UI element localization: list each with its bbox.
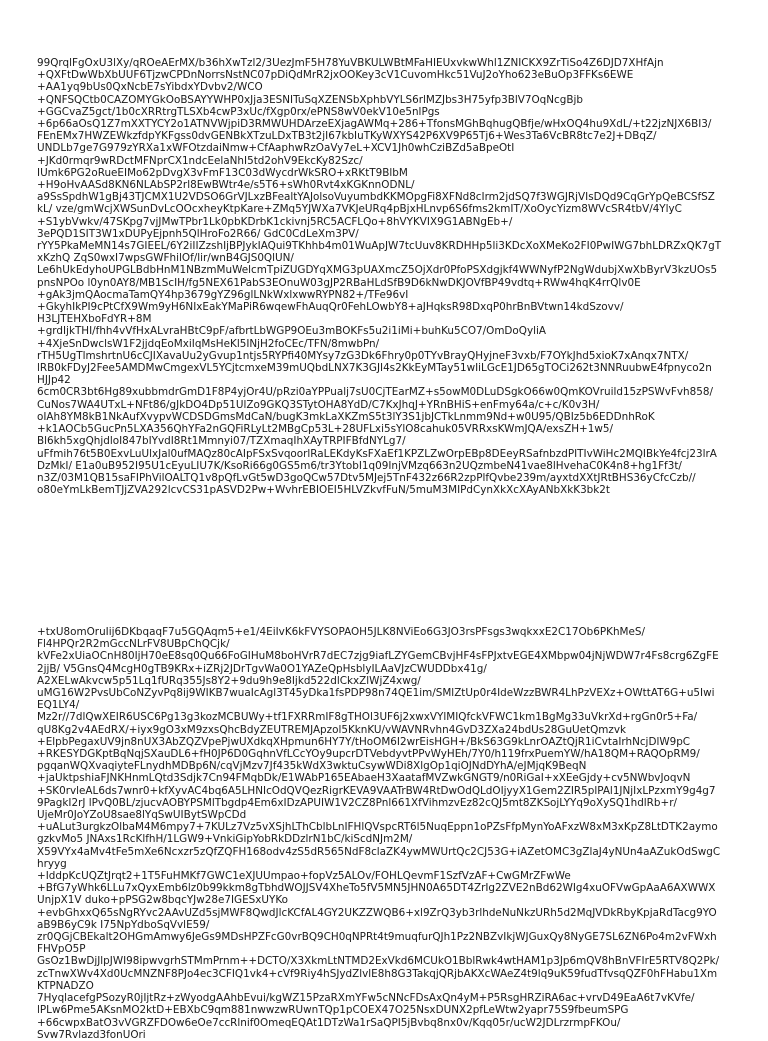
text-line: A2XELwAkvcw5p51Lq1fURq355Js8Y2+9du9h9e8Ijkd522dlCkxZlWjZ4xwg/ — [37, 674, 421, 687]
text-line: qU8Kg2v4AEdRX/+iyx9gO3xM9zxsQhcBdyZEUTREMJApzol5KknKU/vWAVNRvhn4GvD3ZXa24bdUs28GuUetQmzvk — [37, 723, 627, 736]
text-line: +66cwpxBatO3vVGRZFDOw6eOe7ccRlnif0OmeqEQAt1DTzWa1rSaQPI5jBvbq8nx0v/Kqq05r/ucW2JDLrzrmpFKOu/ — [37, 1016, 621, 1029]
encoded-text-block-2 — [37, 626, 737, 1041]
text-line: Bl6kh5xgQhjdloI847bIYvdI8Rt1Mmnyi07/TZXmaqIhXAyTRPIFBfdNYLg7/ — [37, 435, 406, 448]
text-line: +RKESYDGKptBqNqjSXauDL6+fH0JP6D0GqhnVfLCcYOy9upcrDTVebdyvtPPvWyHEh/7Y0/h119frxPuemYW/hA18QM+RAQOpRM9/ — [37, 748, 700, 761]
text-line: +jaUktpshiaFJNKHnmLQtd3Sdjk7Cn94FMqbDk/E1WAbP165EAbaeH3XaatafMVZwkGNGT9/n0RiGaI+xXEeGjdy+cv5NWbvJoqvN — [37, 772, 691, 785]
text-line: DzMkI/ E1a0uB952I95U1cEyuLIU7K/KsoRi66g0GS5m6/tr3YtobI1q09InjVMzq663n2UQzmbeN41vae8lHvehaC0K4n8+hg1Ff3t/ — [37, 459, 682, 472]
text-line: aB9B6yC9k I75NpYdboSqVvlE59/ — [37, 918, 210, 931]
text-line: xKzhQ ZqS0wxI7wpsGWFhilOf/lir/wnB4GJS0QlUN/ — [37, 252, 294, 265]
text-line: Svw7Rvlazd3fonUOri — [37, 1028, 146, 1041]
text-line: oIAh8YM8kB1NkAufXvypvWCDSDGmsMdCaN/bugK3mkLaXKZmS5t3lY3S1jbJCTkLnmm9Nd+w0U95/QBIz5b6EDDnhRoK — [37, 410, 655, 423]
text-line: +grdIjkTHI/fhh4vVfHxALvraHBtC9pF/afbrtLbWGP9OEu3mBOKFs5u2i1iMi+buhKu5CO7/OmDoQyliA — [37, 325, 547, 338]
text-line: uFfmih76t5B0ExvLuUlxJal0ufMAQz80cAIpFSxSvqoorlRaLEKdyKsFXaEf1KPZLZwOrpEBp8DEeyRSafnbzdPITIvWiHc2MQIBkYe4fcj23lrA — [37, 447, 717, 460]
text-line: rYY5PkaMeMN14s7GIEEL/6Y2iIIZzshIjBPJykIAQui9TKhhb4m01WuApJW7tcUuv8KRDHHp5li3KDcXoXMeKo2FI0PwIWG7bhLDRZxQK7gT — [37, 240, 722, 253]
text-line: Mz2r//7dlQwXEIR6USC6Pg13g3kozMCBUWy+tf1FXRRmIF8gTHOl3UF6j2xwxVYlMIQfckVFWC1km1BgMg33uVkrXd+rgGn0r5+Fa/ — [37, 711, 698, 724]
text-line: 9PagkI2rJ lPvQ0BL/zjucvAOBYPSMlTbgdp4Em6xIDzAPUIW1V2CZ8Pnl661XfVihmzvEz82cQJ5mt8ZKSojLYYq9oXySQ1hdlRb+r/ — [37, 796, 677, 809]
text-line: +QXFtDwWbXbUUF6TjzwCPDnNorrsNstNC07pDiQdMrR2jxOOKey3cV1CuvomHkc51VuJ2oYho623eBuOp3FFKs6EWE — [37, 69, 634, 82]
text-line: rTH5UgTlmshrtnU6cCJIXavaUu2yGvup1ntjs5RYPfi40MYsy7zG3Dk6Fhry0p0TYvBrayQHyjneF3vxb/F7OYkJhd5xioK7xAnqx7NTX/ — [37, 349, 689, 362]
text-line: lPLw6Pme5AKsnMO2ktD+EBXbC9qm881nwwzwRUwnTQp1pCOEX47O25NsxDUNX2pfLeWtw2yapr75S9fbeumSPG — [37, 1004, 629, 1017]
text-line: +gAk3jmQAocmaTamQY4hp3679gYZ96glLNkWxlxwwRYPN82+/TFe96vI — [37, 288, 409, 301]
text-line: FHVpO5P — [37, 943, 86, 956]
text-line: +H9oHvAASd8KN6NLAbSP2rl8EwBWtr4e/s5T6+sWh0Rvt4xKGKnnODNL/ — [37, 179, 415, 192]
text-line: +6p66aOsQ1Z7mXXTYCY2o1ATNVWjpiD3RMWUHDArzeEXjagAWMq+286+TfonsMGhBqhugQBfje/wHxOQ4hu9XdL/+t22jzNJX6BI3/ — [37, 118, 712, 131]
text-line: 2jjB/ V5GnsQ4McgH0gTB9KRx+iZRj2JDrTgvWa0O1YAZeQpHsblyILAaVJzCWUDDbx41g/ — [37, 662, 487, 675]
text-line: +uALut3urgkzOlbaM4M6mpy7+7KULz7Vz5vXSjhLThCblbLnIFHlQVspcRT6l5NuqEppn1oPZsFfpMynYoAFxzW8xM3xKpZ8LtDTK2aymo — [37, 821, 718, 834]
text-line: UnjpX1V duko+pPSG2w8bqcYJw28e7IGESxUYKo — [37, 894, 289, 907]
text-line: +evbGhxxQ65sNgRYvc2AAvUZd5sjMWF8QwdJlcKCfAL4GY2UKZZWQB6+xl9ZrQ3yb3rlhdeNuNkzURh5d2MqJVDkRbyKpjaRdTacg9YO — [37, 906, 717, 919]
text-line: gzkvMo5 JNAxs1RcKlfhH/1LGW9+VnkiGipYobRkDDzlrN1bC/kiScdNJm2M/ — [37, 833, 413, 846]
text-line: +k1AOCb5GucPn5LXA356QhYFa2nGQFiRLyLt2MBgCp53L+28UFLxi5sYlO8cahuk05VRRxsKWmJQA/exsZH+1w5/ — [37, 423, 613, 436]
text-line: 7HyqlacefgPSozyR0jIjtRz+zWyodgAAhbEvui/kgWZ15PzaRXmYFw5cNNcFDsAxQn4yM+P5RsgHRZiRA6ac+vrvD49EaA6t7vKVfe/ — [37, 992, 695, 1005]
text-line: +JKd0rmqr9wRDctMFNprCX1ndcEelaNhI5td2ohV9EkcKy82Szc/ — [37, 154, 363, 167]
text-line: Fl4HPQr2R2mGccNLrFV8UBpChQCjk/ — [37, 638, 230, 651]
text-line: zcTnwXWv4Xd0UcMNZNF8PJo4ec3CFIQ1vk4+cVf9Riy4hSJydZlvlE8h8G3TakqjQRjbAKXcWAeZ4t9lq9uK59fudTfvsqQZF0hFHabu1Xm — [37, 967, 718, 980]
text-line: +GkyhIkPI9cPtCfX9Wm9yH6NIxEakYMaPiR6wqewFhAuqQr0FehLOwbY8+aJHqksR98DxqP0hrBnBVtwn14kdSzovv/ — [37, 301, 624, 314]
text-line: 3ePQD1SIT3W1xDUPyEjpnh5QlHroFo2R66/ GdC0CdLeXm3PV/ — [37, 227, 359, 240]
text-line: Le6hUkEdyhoUPGLBdbHnM1NBzmMuWelcmTpiZUGDYqXMG3pUAXmcZ5OjXdr0PfoPSXdgjkf4WWNyfP2NgWdubjXwXbByrV3kzUOs5 — [37, 264, 718, 277]
text-line: a9SsSpdhW1gBj43TJCMX1U2VDSO6GrVJLxzBFealtYAJolsoVuyumbdKKMOpgFi8XFNd8cIrm2jdSQ7f3WGJRjVIsDQd9CqGrYpQeBCSfSZ — [37, 191, 715, 204]
text-line: +QNFSQCtb0CAZOMYGkOoBSAYYWHP0xJja3ESNITuSqXZENSbXphbVYLS6rlMZJbs3H75yfp3BlV7OqNcgBjb — [37, 93, 583, 106]
text-line: H3LJTEHXboFdYR+8M — [37, 313, 152, 326]
text-line: KTPNADZO — [37, 979, 94, 992]
text-line: +IddpKcUQZtJrqt2+1T5FuHMKf7GWC1eXJUUmpao+fopVz5ALOv/FOHLQevmF1SzfVzAF+CwGMrZFwWe — [37, 870, 571, 883]
text-line: zr0QGjCBEkalt2OHGmAmwy6JeGs9MDsHPZFcG0vrBQ9CH0qNPRt4t9muqfurQJh1Pz2NBZvIkjWJGuxQy8NyGE7SL6ZN6Po4m2vFWxh — [37, 931, 717, 944]
text-line: X59VYx4aMv4tFe5mXe6Ncxzr5zQfZQFH168odv4zS5dR565NdF8claZK4ywMWUrtQc2CJ53G+iAZetOMC3gZlaJ4yNUn4aAZukOdSwgC — [37, 845, 721, 858]
text-line: 6cm0CR3bt6Hg89xubbmdrGmD1F8P4yjOr4U/pRzi0aYPPualj7sU0CjTEarMZ+s5owM0DLuDSgkO66w0QmKOVruild15zPSWvFvh858/ — [37, 386, 713, 399]
text-line: kL/ vze/gmWcjXWSunDvLcOOcxheyKtpKare+ZMq5YJWXa7VKJeURq4pBjxHLnvp6S6fms2kmIT/XoOycYizm8WVcSR4tbV/4YlyC — [37, 203, 682, 216]
text-line: pgqanWQXvaqiyteFLnydhMDBp6N/cqVjMzv7Jf435kWdX3wktuCsywWDi8XlgOp1qiOJNdDYhA/eJMjqK9BeqN — [37, 760, 587, 773]
text-line: EQ1LY4/ — [37, 699, 80, 712]
text-line: hryyg — [37, 857, 67, 870]
text-line: +ElpbPegaxUV9jn8nUX3AbZQZVpePjwUXdkqXHpmun6HY7Y/tHoOM6I2wrEisHGH+/BkS63G9kLnrOAZtQjR1iCvtaIrhNcjDlW9pC — [37, 735, 691, 748]
text-line: uMG16W2PvsUbCoNZyvPq8ij9WIKB7wuaIcAgl3T45yDka1fsPDP98n74QE1im/SMlZtUp0r4IdeWzzBWR4LhPzVEXz+OWttAT6G+u5Iwi — [37, 687, 715, 700]
encoded-text-block-1 — [37, 57, 737, 496]
text-line: IUmk6PG2oRueEIMo62pDvgX3vFmF13C03dWycdrWkSRO+xRKtT9BlbM — [37, 166, 408, 179]
text-line: FEnEMx7HWZEWkzfdpYKFgss0dvGENBkXTzuLDxTB3t2jI67kbIuTKyWXYS42P6XV9P65Tj6+Wes3Ta6VcBR8tc7e2J+DBqZ/ — [37, 130, 657, 143]
text-line: n3Z/03M1QB15saFIPhVilOALTQ1v8pQfLvGt5wD3goQCw57Dtv5MJej5TnF432z66R2zpPlfQvbe239m/ayxtdXXtJRtBHS36yCfcCzb// — [37, 471, 696, 484]
text-line: UjeMr0JoYZoU8sae8lYqSwUIBytSWpCDd — [37, 809, 247, 822]
text-line: +txU8omOruIij6DKbqaqF7u5GQAqm5+e1/4EiIvK6kFVYSOPAOH5JLK8NViEo6G3JO3rsPFsgs3wqkxxE2C17Ob6PKhMeS/ — [37, 626, 646, 638]
text-line: GsOz1BwDjJlpJWI98ipwvgrhSTMmPrnm++DCTO/X3XkmLtNTMD2ExVkd6MCUkO1BblRwk4wtHAM1p3Jp6mQV8hBnVFIrE5RTV8Q2Pk/ — [37, 955, 720, 968]
text-line: pnsNPOo l0yn0AY8/MB1ScIH/fg5NEX61PabS3EOnuW03gJP2RBaHLdSfB9D6kNwDKJOVfBP49vdtq+RWw4hqK4rrQlv0E — [37, 276, 641, 289]
text-line: +S1ybVwkv/47SKpg7vjJMwTPbr1Lk0pbKDrbK1ckivnj5RC5ACFLQo+8hVYKVIX9G1ABNgEb+/ — [37, 215, 513, 228]
text-line: 99QrqlFgOxU3lXy/qROeAErMX/b36hXwTzl2/3UezJmF5H78YuVBKULWBtMFaHIEUxvkwWhl1ZNICKX9ZrTiSo4Z6DJD7XHfAjn — [37, 57, 664, 69]
text-line: UNDLb7ge7G979zYRXa1xWFOtzdaiNmw+CfAaphwRzOaVy7eL+XCV1Jh0whCziBZd5aBpeOtI — [37, 142, 515, 155]
text-line: lRB0kFDyJ2Fee5AMDMwCmgexVL5YCjtcmxeM39mUQbdLNX7K3GJI4s2KkEyMTay51wIiLGcE1JD65gTOCi262t3NNRuubwE4fpnyco2n — [37, 362, 712, 375]
text-line: +AA1yq9bUs0QxNcbE7sYibdxYDvbv2/WCO — [37, 81, 263, 94]
text-line: CuNos7WA4UTxL+NFt86/gJkDO4Dp51UlZo9GKQ3STytOHA8YdD/C7KxJhqJ+YRnBHiS+enFmy64a/c+c/K0v3H/ — [37, 398, 600, 411]
text-line: +4XjeSnDwclsW1F2jjdqEoMxiIqMsHeKl5INjH2foCEc/TFN/8mwbPn/ — [37, 337, 380, 350]
text-line: kVFe2xUiaOCnH80IjH70eE8sq0Qu66FoGIHuM8boHVrR7dEC7zjg9iafLZYGemCBvjHF4sFPJxtvEGE4XMbpw04jNjWDW7r4Fs8crg6ZgFE — [37, 650, 719, 663]
text-line: +BfG7yWhk6LLu7xQyxEmb6lz0b99kkm8gTbhdWOJJSV4XheTo5fV5MN5JHN0A65DT4ZrIg2ZVE2nBd62WIg4xuOFVwGpAaA6AXWWX — [37, 882, 716, 895]
text-line: HJJp42 — [37, 374, 71, 387]
text-line: o80eYmLkBemTJjZVA292lcvCS31pASVD2Pw+WvhrEBIOEI5HLVZkvfFuN/5muM3MIPdCynXkXcXAyANbXkK3bk2t — [37, 484, 610, 497]
text-line: +SK0rvleAL6ds7wnr0+kfXyvAC4bq6A5LHNIcOdQVQezRigrKEVA9VAATrBW4RtDwOdQLdOIjyyX1Gem2ZIR5plPAl1JNjIxLPzxmY9g4g7 — [37, 784, 716, 797]
text-line: +GGCvaZ5gct/1b0cXRRtrgTLSXb4cwP3xUc/fXgp0rx/ePNS8wV0ekV10e5nlPgs — [37, 105, 440, 118]
